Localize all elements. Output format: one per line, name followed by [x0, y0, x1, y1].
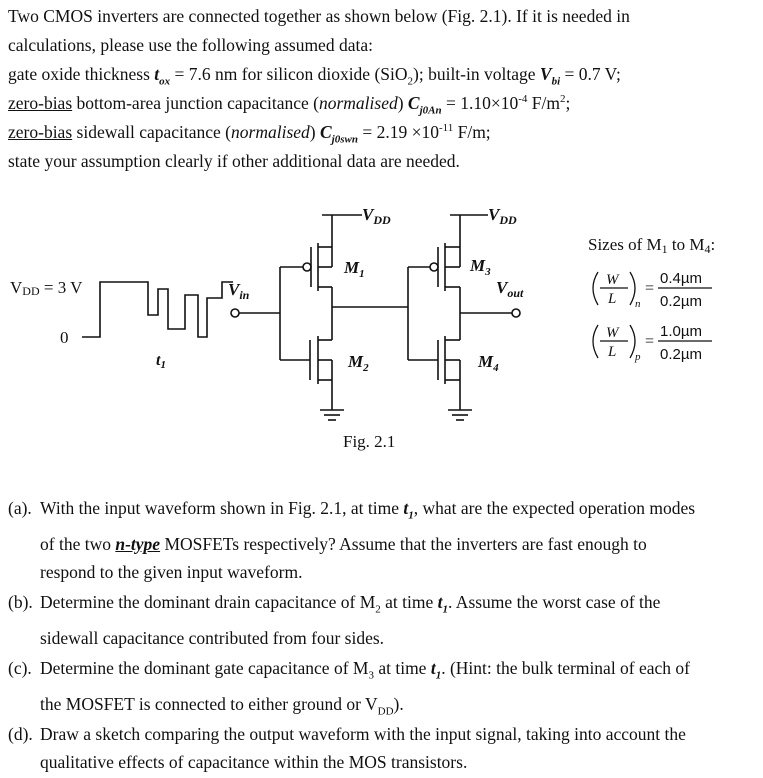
question-d: (d). Draw a sketch comparing the output waveform with the input signal, taking into account the qualitative effects of capacitance within the MOS transistors. — [8, 724, 686, 772]
vdd-label-2: $V_{DD}$ — [488, 205, 517, 227]
svg-text:L: L — [608, 291, 617, 307]
svg-text:L: L — [608, 344, 617, 360]
svg-text:W: W — [606, 272, 619, 288]
question-c: (c). Determine the dominant gate capacitance of $M_3$ at time $t_1$. (Hint: the bulk terminal of each of the MOSFET is connected to either ground or $V_{DD}$). — [8, 658, 691, 717]
t1-label: t1 — [156, 352, 166, 371]
m3-label: $M_3$ — [470, 256, 491, 278]
wl-p-ratio — [593, 323, 712, 363]
wave-high-label: VDD = 3 V — [10, 278, 83, 298]
intro-line-3: gate oxide thickness $t_{ox} = 7.6$ nm for silicon dioxide (SiO$_2$); built-in voltage $V_{bi} = 0.7$ V; — [8, 64, 621, 88]
intro-line-5: zero-bias sidewall capacitance (normalised) $C_{j0swn} = 2.19 \times 10^{-11}$ F/m; — [8, 122, 491, 146]
intro-line-4: zero-bias bottom-area junction capacitance (normalised) $C_{j0An} = 1.10\times 10^{-4}$ $F/m^2$; — [8, 93, 571, 117]
vin-label: $V_{in}$ — [228, 280, 250, 302]
intro-line-6: state your assumption clearly if other additional data are needed. — [8, 151, 460, 171]
svg-text:0.2µm: 0.2µm — [660, 346, 702, 363]
svg-text:0.4µm: 0.4µm — [660, 270, 702, 287]
svg-text:=: = — [645, 333, 655, 350]
vin-terminal — [231, 309, 239, 317]
transistor-m3 — [430, 225, 460, 307]
sizes-title: Sizes of M1 to M4: — [588, 235, 716, 256]
vout-label: $V_{out}$ — [496, 278, 524, 300]
svg-text:p: p — [635, 351, 641, 363]
transistor-m1 — [303, 225, 332, 307]
circuit-figure — [0, 185, 763, 460]
wl-n-ratio — [593, 270, 712, 310]
svg-text:W: W — [606, 325, 619, 341]
m1-label: $M_1$ — [344, 258, 365, 280]
wave-low-label: 0 — [60, 328, 69, 347]
vout-terminal — [512, 309, 520, 317]
question-a: (a). With the input waveform shown in Fig. 2.1, at time $t_1$, what are the expected operation modes of the two n-type MOSFETs respectively? Assume that the inverters are fast enough to respond to the given input waveform. — [8, 498, 696, 582]
question-b: (b). Determine the dominant drain capacitance of $M_2$ at time $t_1$. Assume the worst case of the sidewall capacitance contributed from four sides. — [8, 592, 661, 648]
transistor-m2 — [310, 330, 332, 410]
m4-label: $M_4$ — [478, 352, 499, 374]
input-waveform — [82, 282, 233, 337]
svg-text:=: = — [645, 280, 655, 297]
svg-text:1.0µm: 1.0µm — [660, 323, 702, 340]
svg-text:0.2µm: 0.2µm — [660, 293, 702, 310]
vdd-label-1: $V_{DD}$ — [362, 205, 391, 227]
intro-line-1: Two CMOS inverters are connected together as shown below (Fig. 2.1). If it is needed in — [8, 6, 630, 26]
svg-text:n: n — [635, 298, 641, 310]
intro-line-2: calculations, please use the following assumed data: — [8, 35, 373, 55]
m2-label: $M_2$ — [348, 352, 369, 374]
transistor-m4 — [438, 330, 460, 410]
figure-caption: Fig. 2.1 — [343, 432, 396, 451]
